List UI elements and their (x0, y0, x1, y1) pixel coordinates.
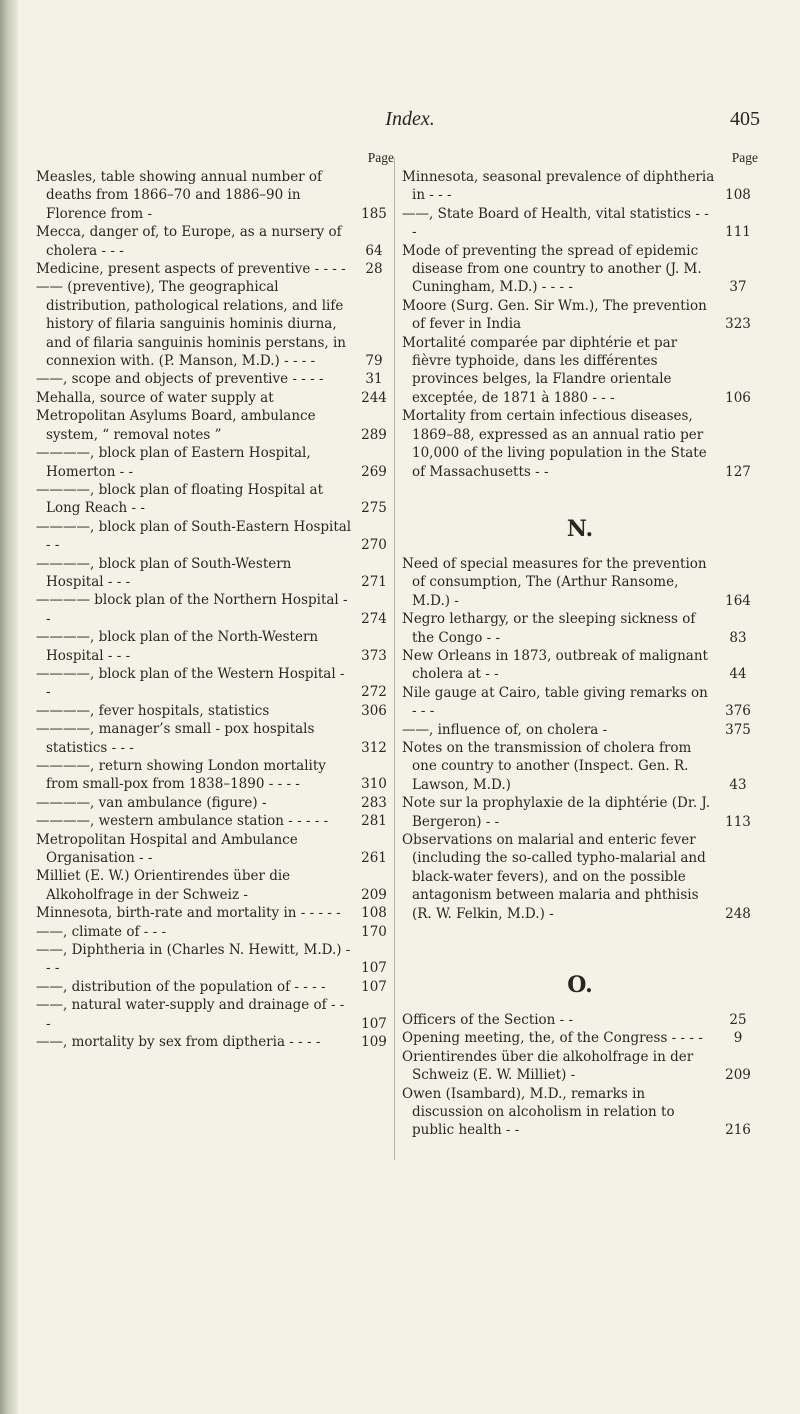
entry-text: Measles, table showing annual number of deaths from 1866–70 and 1886–90 in Florence from - (36, 169, 323, 222)
index-entry (402, 242, 758, 297)
entry-text: Notes on the transmission of cholera from one country to another (Inspect. Gen. R. Lawson, M.D.) (402, 739, 692, 793)
entry-text: Mehalla, source of water supply at (36, 389, 274, 406)
entry-text: Note sur la prophylaxie de la diphtérie (Dr. J. Bergeron) - - (402, 795, 711, 830)
entry-page-ref: 289 (361, 426, 387, 443)
entry-text: Minnesota, seasonal prevalence of diphtheria in - - - (402, 169, 715, 204)
index-entry (36, 665, 394, 702)
index-entry (36, 757, 394, 794)
entry-page-ref: 269 (361, 463, 387, 480)
entry-text: Need of special measures for the prevention of consumption, The (Arthur Ransome, M.D.) - (402, 555, 707, 609)
entry-text: ————, fever hospitals, statistics (36, 702, 270, 719)
entry-text: ————, manager’s small - pox hospitals statistics - - - (36, 721, 315, 756)
index-section (402, 168, 758, 481)
index-entry (36, 444, 394, 481)
entry-page-ref: 31 (365, 371, 383, 388)
entry-text: Mortality from certain infectious diseases, 1869–88, expressed as an annual ratio per 10,000 of the living population in the State of Massachusetts - - (402, 408, 707, 480)
index-entry (36, 720, 394, 757)
right-section-list (402, 168, 758, 1140)
index-entry (36, 389, 394, 407)
entry-page-ref: 375 (725, 721, 751, 738)
index-entry (36, 628, 394, 665)
entry-page-ref: 170 (361, 923, 387, 940)
index-entry (36, 996, 394, 1033)
entry-page-ref: 323 (725, 316, 751, 333)
index-entry (36, 370, 394, 388)
entry-page-ref: 185 (361, 205, 387, 222)
index-section (402, 507, 758, 923)
index-entry (402, 610, 758, 647)
index-entry (36, 591, 394, 628)
entry-page-ref: 216 (725, 1122, 751, 1139)
index-entry (36, 941, 394, 978)
entry-text: Officers of the Section - - (402, 1012, 574, 1029)
left-entry-list (36, 168, 394, 1052)
entry-page-ref: 83 (729, 629, 747, 646)
entry-text: ——, natural water-supply and drainage of - - - (36, 997, 345, 1032)
entry-page-ref: 108 (361, 905, 387, 922)
entry-text: ————, block plan of the Western Hospital - - (36, 665, 345, 701)
entry-page-ref: 107 (361, 1015, 387, 1032)
page-number: 405 (730, 108, 760, 130)
entry-page-ref: 274 (361, 610, 387, 627)
entry-text: ——, scope and objects of preventive - - - - (36, 371, 324, 388)
entry-text: ————, block plan of Eastern Hospital, Homerton - - (36, 445, 311, 480)
index-entry (36, 278, 394, 370)
index-section (402, 963, 758, 1140)
index-entry (402, 1085, 758, 1140)
entry-page-ref: 108 (725, 187, 751, 204)
index-entry (36, 702, 394, 720)
entry-text: Metropolitan Asylums Board, ambulance system, “ removal notes ” (36, 408, 316, 443)
entry-text: ————, block plan of South-Eastern Hospital - - (36, 518, 352, 554)
entry-text: ——, Diphtheria in (Charles N. Hewitt, M.D.) - - - (36, 942, 351, 977)
entry-text: Mortalité comparée par diphtérie et par fièvre typhoide, dans les différentes provinces belges, la Flandre orientale exceptée, de 1871 à 1880 - - - (402, 334, 678, 406)
entry-page-ref: 376 (725, 703, 751, 720)
entry-page-ref: 244 (361, 389, 387, 406)
entry-page-ref: 272 (361, 684, 387, 701)
entry-text: ————, block plan of South-Western Hospital - - - (36, 555, 292, 590)
entry-text: ————, western ambulance station - - - - - (36, 813, 329, 830)
entry-text: ——, climate of - - - (36, 923, 167, 940)
index-entry (36, 867, 394, 904)
entry-text: Nile gauge at Cairo, table giving remarks on - - - (402, 684, 708, 720)
index-entry (402, 407, 758, 481)
index-entry (402, 334, 758, 408)
entry-text: ————, van ambulance (figure) - (36, 794, 267, 811)
index-entry (36, 923, 394, 941)
entry-text: Mode of preventing the spread of epidemic disease from one country to another (J. M. Cuningham, M.D.) - - - - (402, 242, 702, 296)
entry-page-ref: 209 (361, 886, 387, 903)
index-entry (36, 481, 394, 518)
entry-page-ref: 64 (365, 242, 383, 259)
entry-page-ref: 28 (365, 261, 383, 278)
entry-page-ref: 109 (361, 1034, 387, 1051)
index-entry (402, 297, 758, 334)
entry-text: ————, block plan of floating Hospital at Long Reach - - (36, 481, 324, 517)
page-column-label: Page (731, 150, 758, 165)
entry-page-ref: 44 (729, 666, 747, 683)
entry-page-ref: 111 (725, 224, 751, 241)
section-letter-heading: N. (566, 515, 594, 542)
index-column-right (402, 148, 758, 1140)
index-entry (402, 647, 758, 684)
entry-page-ref: 37 (729, 279, 747, 296)
index-entry (36, 831, 394, 868)
index-entry (402, 739, 758, 794)
entry-page-ref: 271 (361, 573, 387, 590)
entry-page-ref: 9 (733, 1030, 743, 1047)
entry-text: ——, State Board of Health, vital statistics - - - (402, 205, 709, 241)
page-header (60, 108, 760, 138)
entry-page-ref: 306 (361, 702, 387, 719)
index-entry (402, 1048, 758, 1085)
entry-text: ————, return showing London mortality from small-pox from 1838–1890 - - - - (36, 758, 326, 793)
index-entry (402, 1029, 758, 1047)
index-entry (402, 794, 758, 831)
index-entry (402, 831, 758, 923)
entry-page-ref: 113 (725, 813, 751, 830)
entry-page-ref: 209 (725, 1067, 751, 1084)
entry-page-ref: 275 (361, 500, 387, 517)
entry-page-ref: 43 (729, 776, 747, 793)
index-column-left (36, 148, 394, 1052)
index-entry (36, 978, 394, 996)
entry-page-ref: 79 (365, 353, 383, 370)
entry-text: Milliet (E. W.) Orientirendes über die Alkoholfrage in der Schweiz - (36, 868, 291, 903)
index-entry (402, 555, 758, 610)
entry-text: Medicine, present aspects of preventive - - - - (36, 261, 346, 278)
entry-text: ——, influence of, on cholera - (402, 721, 608, 738)
entry-text: Negro lethargy, or the sleeping sickness of the Congo - - (402, 611, 696, 646)
index-entry (402, 205, 758, 242)
index-entry (36, 904, 394, 922)
entry-page-ref: 283 (361, 794, 387, 811)
entry-text: Orientirendes über die alkoholfrage in der Schweiz (E. W. Milliet) - (402, 1048, 694, 1084)
entry-text: ————, block plan of the North-Western Hospital - - - (36, 629, 319, 664)
index-entry (36, 555, 394, 592)
index-entry (36, 223, 394, 260)
index-entry (36, 260, 394, 278)
entry-text: —— (preventive), The geographical distribution, pathological relations, and life history of filaria sanguinis hominis diurna, and of filaria sanguinis hominis perstans, in connexion with. (P. Manson, M.D.) - - - - (36, 279, 347, 370)
entry-text: Moore (Surg. Gen. Sir Wm.), The prevention of fever in India (402, 297, 707, 333)
entry-page-ref: 312 (361, 739, 387, 756)
index-entry (36, 518, 394, 555)
entry-text: Minnesota, birth-rate and mortality in - - - - - (36, 905, 341, 922)
entry-page-ref: 310 (361, 776, 387, 793)
entry-page-ref: 25 (729, 1012, 747, 1029)
entry-page-ref: 281 (361, 813, 387, 830)
entry-page-ref: 106 (725, 389, 751, 406)
entry-page-ref: 261 (361, 850, 387, 867)
entry-page-ref: 127 (725, 463, 751, 480)
entry-page-ref: 373 (361, 647, 387, 664)
index-entry (402, 168, 758, 205)
index-entry (402, 1011, 758, 1029)
section-letter-heading: O. (567, 972, 593, 999)
entry-text: ——, distribution of the population of - - - - (36, 978, 326, 995)
index-entry (36, 407, 394, 444)
page-column-label: Page (367, 150, 394, 165)
entry-page-ref: 164 (725, 592, 751, 609)
entry-text: Mecca, danger of, to Europe, as a nursery of cholera - - - (36, 224, 342, 259)
entry-text: Metropolitan Hospital and Ambulance Organisation - - (36, 831, 298, 867)
entry-page-ref: 107 (361, 960, 387, 977)
index-entry (402, 684, 758, 721)
entry-page-ref: 248 (725, 905, 751, 922)
book-binding-edge (0, 0, 18, 1414)
index-entry (36, 1033, 394, 1051)
entry-text: ——, mortality by sex from diptheria - - - - (36, 1034, 321, 1051)
index-entry (36, 794, 394, 812)
entry-text: Owen (Isambard), M.D., remarks in discussion on alcoholism in relation to public health - - (402, 1085, 675, 1139)
running-title: Index. (385, 108, 435, 130)
entry-page-ref: 270 (361, 537, 387, 554)
index-entry (36, 168, 394, 223)
entry-text: Observations on malarial and enteric fever (including the so-called typho-malarial and black-water fevers), and on the possible antagonism between malaria and phthisis (R. W. Felkin, M.D.) - (402, 832, 706, 922)
index-entry (36, 812, 394, 830)
index-entry (402, 721, 758, 739)
entry-page-ref: 107 (361, 978, 387, 995)
entry-text: New Orleans in 1873, outbreak of malignant cholera at - - (402, 647, 708, 683)
entry-text: Opening meeting, the, of the Congress - - - - (402, 1030, 703, 1047)
entry-text: ———— block plan of the Northern Hospital - - (36, 592, 348, 627)
